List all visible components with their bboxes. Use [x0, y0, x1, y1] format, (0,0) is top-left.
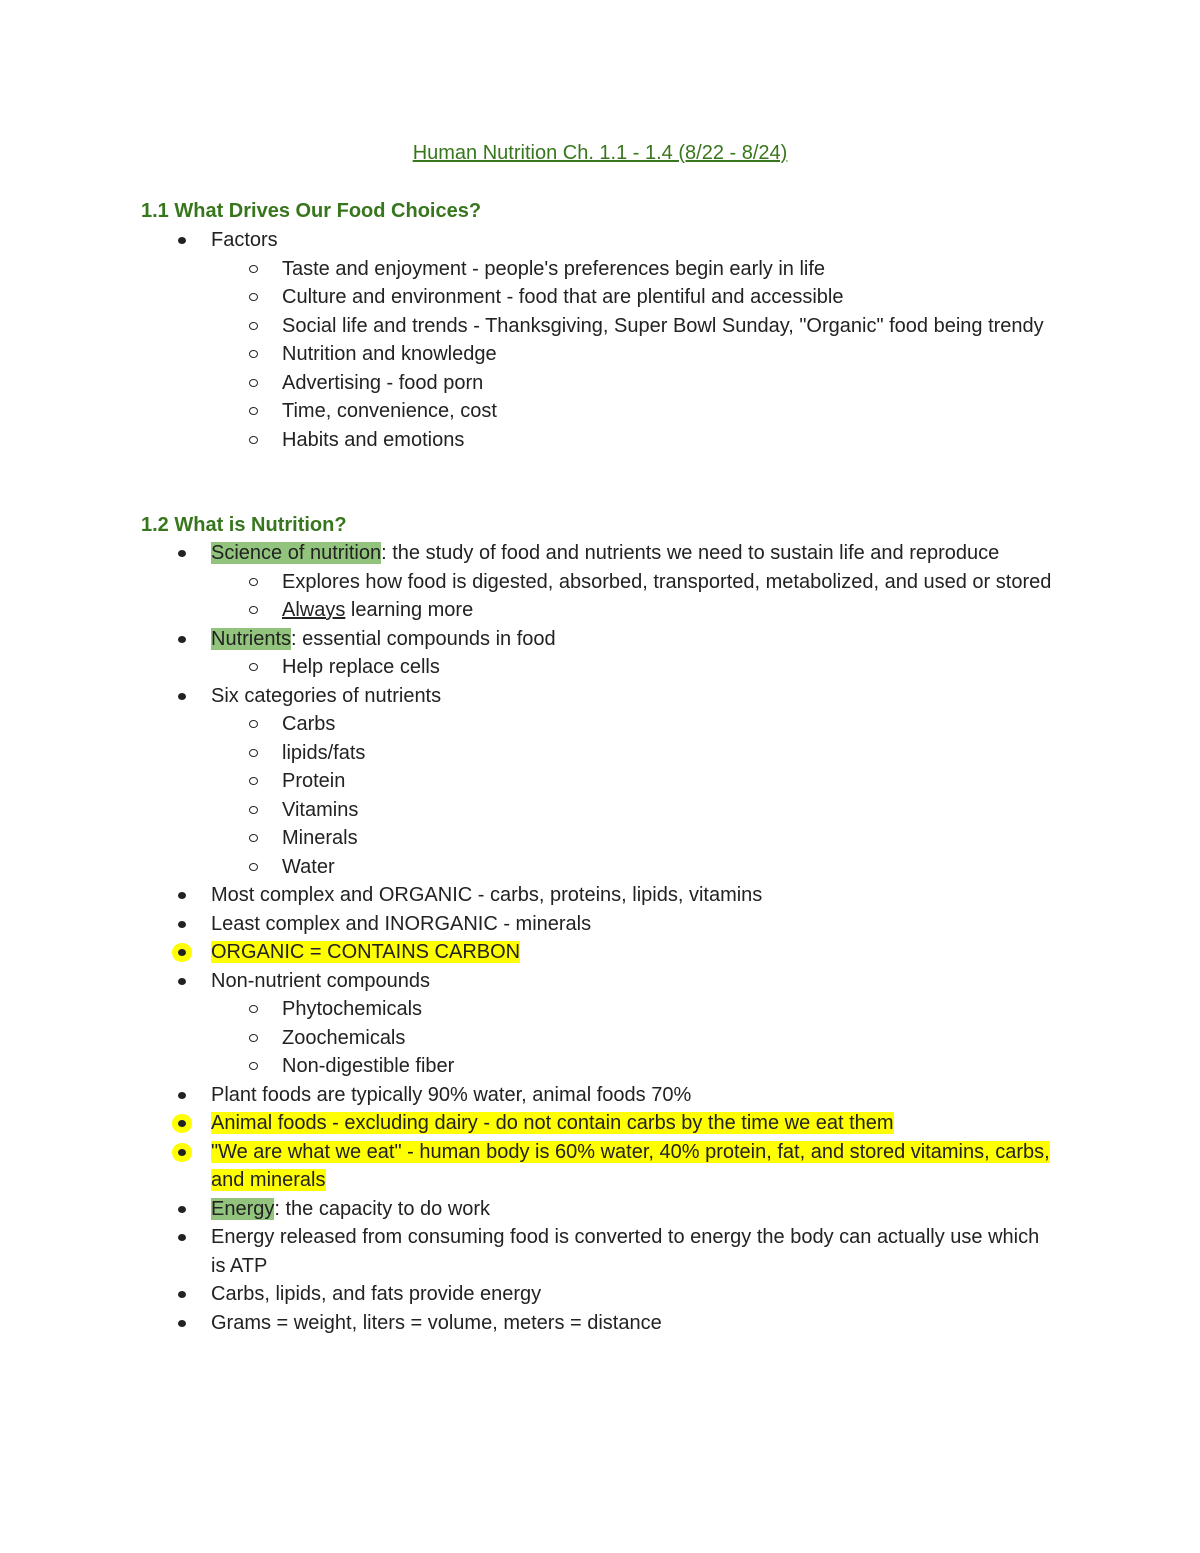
list-item-text: Factors: [211, 229, 278, 251]
list-item-text: Vitamins: [282, 798, 359, 821]
term-highlight: Nutrients: [211, 627, 292, 650]
list-item-text: Culture and environment - food that are plentiful and accessible: [282, 286, 844, 308]
highlighted-text: "We are what we eat" - human body is 60% water, 40% protein, fat, and stored vitamins, carbs, and minerals: [211, 1140, 1050, 1191]
bullet-icon: [249, 806, 258, 814]
bullet-icon: [178, 1206, 186, 1213]
section-heading-1-1: 1.1 What Drives Our Food Choices?: [141, 200, 482, 222]
list-item: [0, 938, 1056, 967]
list-item: [0, 568, 1057, 597]
list-item: [0, 853, 1057, 882]
list-item: [0, 1195, 1056, 1224]
bullet-icon: [178, 1120, 186, 1127]
list-item: [0, 824, 1057, 853]
list-item: [0, 1280, 1056, 1309]
list-item-text: Protein: [282, 770, 346, 792]
list-item-text: Time, convenience, cost: [282, 400, 497, 422]
list-item-text: Phytochemicals: [282, 998, 423, 1020]
bullet-icon: [249, 322, 258, 330]
list-item-text: Water: [282, 855, 335, 878]
list-item: [0, 881, 1056, 910]
list-item-text: Carbs, lipids, and fats provide energy: [211, 1283, 542, 1305]
list-item: [0, 1024, 1057, 1053]
list-item-text: Minerals: [282, 827, 358, 849]
list-item: [0, 1138, 1056, 1195]
bullet-icon: [178, 1149, 186, 1156]
list-item-text: Six categories of nutrients: [211, 684, 442, 707]
bullet-icon: [249, 1062, 258, 1070]
list-item: [0, 1052, 1057, 1081]
list-item: [0, 967, 1056, 996]
list-item-text: Least complex and INORGANIC - minerals: [211, 912, 592, 935]
definition-text: : essential compounds in food: [291, 627, 556, 650]
list-item: [0, 226, 1056, 255]
list-item-text: Non-nutrient compounds: [211, 969, 431, 992]
term-highlight: Science of nutrition: [211, 542, 382, 564]
bullet-icon: [249, 350, 258, 358]
bullet-icon: [178, 237, 186, 244]
list-item-text: Advertising - food porn: [282, 371, 484, 394]
bullet-icon: [178, 1320, 186, 1327]
bullet-icon: [249, 663, 258, 671]
bullet-icon: [178, 892, 186, 899]
bullet-icon: [249, 863, 258, 871]
bullet-icon: [178, 550, 186, 557]
list-item-text: Most complex and ORGANIC - carbs, proteins, lipids, vitamins: [211, 884, 763, 906]
list-item-text: learning more: [345, 599, 474, 621]
list-item: [0, 682, 1056, 711]
list-item: [0, 539, 1056, 568]
list-item: [0, 625, 1056, 654]
list-item: [0, 340, 1057, 369]
list-item: [0, 710, 1057, 739]
list-item: [0, 369, 1057, 398]
highlighted-text: ORGANIC = CONTAINS CARBON: [211, 941, 521, 963]
list-item-text: Carbs: [282, 713, 336, 735]
bullet-icon: [249, 578, 258, 586]
term-highlight: Energy: [211, 1197, 275, 1220]
bullet-icon: [178, 921, 186, 928]
list-item-text: Explores how food is digested, absorbed, transported, metabolized, and used or stored: [282, 570, 1052, 593]
highlighted-text: Animal foods - excluding dairy - do not contain carbs by the time we eat them: [211, 1112, 894, 1134]
bullet-icon: [249, 606, 258, 614]
list-item-text: Taste and enjoyment - people's preferences begin early in life: [282, 257, 826, 280]
bullet-icon: [249, 1005, 258, 1013]
bullet-icon: [249, 834, 258, 842]
list-item: [0, 283, 1057, 312]
bullet-icon: [249, 1034, 258, 1042]
section-1-2-list: [0, 539, 1200, 1337]
list-item: [0, 596, 1057, 625]
list-item-text: Habits and emotions: [282, 428, 465, 451]
bullet-icon: [178, 978, 186, 985]
document-title: Human Nutrition Ch. 1.1 - 1.4 (8/22 - 8/24): [412, 142, 788, 164]
list-item-text: lipids/fats: [282, 741, 366, 764]
list-item: [0, 1081, 1056, 1110]
definition-text: : the capacity to do work: [274, 1197, 491, 1220]
bullet-icon: [249, 407, 258, 415]
definition-text: : the study of food and nutrients we need to sustain life and reproduce: [381, 542, 1000, 564]
bullet-icon: [178, 1291, 186, 1298]
list-item-text: Grams = weight, liters = volume, meters = distance: [211, 1311, 662, 1334]
bullet-icon: [249, 777, 258, 785]
list-item: [0, 739, 1057, 768]
bullet-icon: [178, 636, 186, 643]
bullet-icon: [249, 720, 258, 728]
bullet-icon: [178, 693, 186, 700]
list-item-text: Zoochemicals: [282, 1026, 406, 1049]
list-item: [0, 910, 1056, 939]
list-item: [0, 1109, 1056, 1138]
list-item: [0, 312, 1057, 341]
bullet-icon: [178, 949, 186, 956]
bullet-icon: [249, 379, 258, 387]
list-item-text: Nutrition and knowledge: [282, 343, 497, 365]
list-item: [0, 1309, 1056, 1338]
section-1-1-list: [0, 226, 1200, 454]
list-item-text: Energy released from consuming food is converted to energy the body can actually use which is ATP: [211, 1226, 1040, 1277]
bullet-icon: [249, 265, 258, 273]
list-item: [0, 1223, 1056, 1280]
list-item: [0, 397, 1057, 426]
list-item-text: Social life and trends - Thanksgiving, Super Bowl Sunday, "Organic" food being trendy: [282, 314, 1044, 337]
underlined-word: Always: [282, 599, 346, 621]
bullet-icon: [249, 436, 258, 444]
bullet-icon: [249, 293, 258, 301]
list-item: [0, 426, 1057, 455]
list-item: [0, 653, 1057, 682]
bullet-icon: [178, 1092, 186, 1099]
list-item-text: Non-digestible fiber: [282, 1055, 455, 1077]
bullet-icon: [249, 749, 258, 757]
list-item-text: Plant foods are typically 90% water, animal foods 70%: [211, 1083, 692, 1106]
list-item: [0, 255, 1057, 284]
list-item: [0, 767, 1057, 796]
list-item: [0, 796, 1057, 825]
list-item: [0, 995, 1057, 1024]
list-item-text: Help replace cells: [282, 656, 440, 678]
bullet-icon: [178, 1234, 186, 1241]
section-heading-1-2: 1.2 What is Nutrition?: [141, 514, 347, 536]
